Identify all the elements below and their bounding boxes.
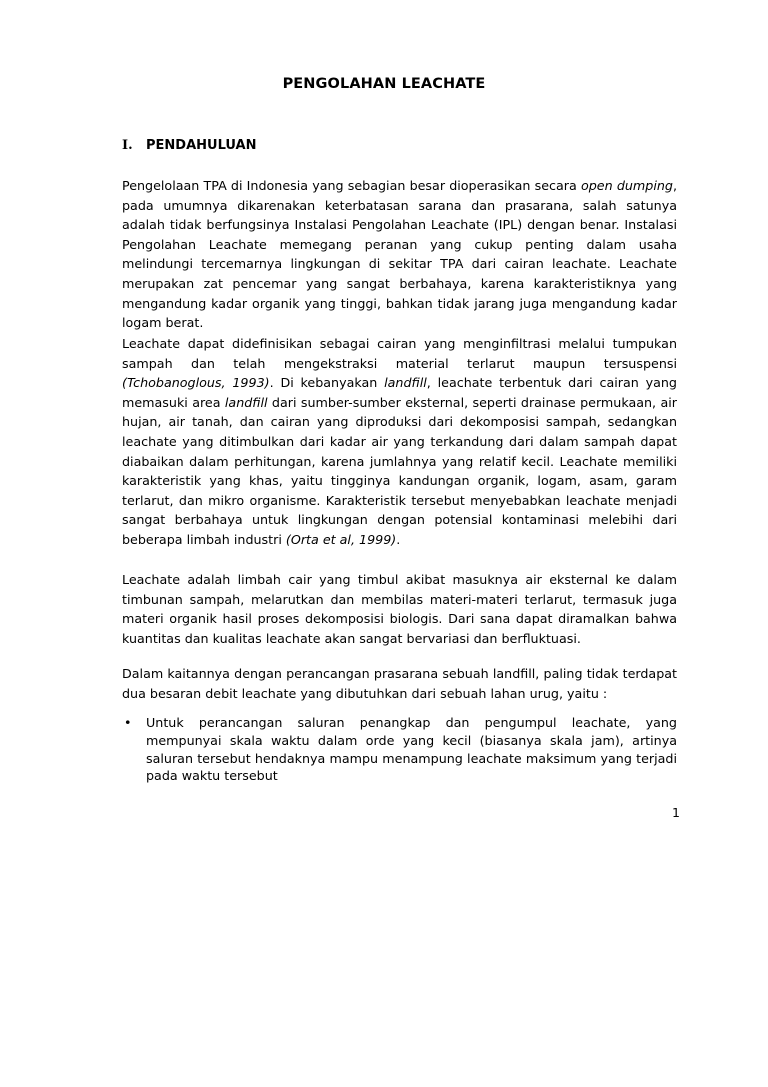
paragraph-4: Dalam kaitannya dengan perancangan prasarana sebuah landfill, paling tidak terdapat dua besaran debit leachate yang dibutuhkan dari sebuah lahan urug, yaitu : — [122, 666, 677, 701]
document-title: PENGOLAHAN LEACHATE — [282, 76, 486, 92]
paragraph-1-part-a: Pengelolaan TPA di Indonesia yang sebagian besar dioperasikan secara — [122, 178, 581, 193]
paragraph-2-part-a: Leachate dapat didefinisikan sebagai cairan yang menginfiltrasi melalui tumpukan sampah dan telah mengekstraksi material terlarut maupun tersuspensi — [122, 336, 677, 371]
paragraph-1 — [122, 176, 677, 333]
page-number: 1 — [672, 805, 680, 820]
paragraph-2-part-e: , leachate terbentuk dari cairan yang memasuki area — [122, 375, 677, 410]
list-item — [122, 714, 677, 785]
section-heading-text: PENDAHULUAN — [146, 138, 257, 153]
paragraph-2-italic-landfill-2: landfill — [224, 394, 268, 410]
section-number: I. — [122, 138, 133, 153]
bullet-list — [122, 714, 677, 785]
paragraph-2-citation-orta: (Orta et al, 1999) — [285, 531, 397, 547]
paragraph-2-citation-tchobanoglous: (Tchobanoglous, 1993) — [122, 375, 270, 391]
paragraph-3: Leachate adalah limbah cair yang timbul akibat masuknya air eksternal ke dalam timbunan sampah, melarutkan dan membilas materi-materi terlarut, termasuk juga materi organik hasil proses dekomposisi biologis. Dari sana dapat diramalkan bahwa kuantitas dan kualitas leachate akan sangat bervariasi dan berfluktuasi. — [122, 572, 677, 646]
paragraph-2-part-i: . — [396, 531, 401, 547]
bullet-marker: • — [124, 715, 132, 730]
bullet-text: Untuk perancangan saluran penangkap dan pengumpul leachate, yang mempunyai skala waktu dalam orde yang kecil (biasanya skala jam), artinya saluran tersebut hendaknya mampu menampung leachate maksimum yang terjadi pada waktu tersebut — [146, 715, 677, 784]
paragraph-2-part-c: . Di kebanyakan — [269, 375, 385, 391]
paragraph-2-part-g: dari sumber-sumber eksternal, seperti drainase permukaan, air hujan, air tanah, dan cairan yang diproduksi dari dekomposisi sampah, sedangkan leachate yang ditimbulkan dari kadar air yang terkandung dari dalam sampah dapat diabaikan dalam perhitungan, karena jumlahnya yang relatif kecil. Leachate memiliki karakteristik yang khas, yaitu tingginya kandungan organik, logam, asam, garam terlarut, dan mikro organisme. Karakteristik tersebut menyebabkan leachate menjadi sangat berbahaya untuk lingkungan dengan potensial kontaminasi melebihi dari beberapa limbah industri — [122, 394, 677, 547]
paragraph-2-italic-landfill-1: landfill — [384, 375, 427, 391]
paragraph-2 — [122, 334, 677, 550]
paragraph-1-part-c: , pada umumnya dikarenakan keterbatasan sarana dan prasarana, salah satunya adalah tidak berfungsinya Instalasi Pengolahan Leachate (IPL) dengan benar. Instalasi Pengolahan Leachate memegang peranan yang cukup penting dalam usaha melindungi tercemarnya lingkungan di sekitar TPA dari cairan leachate. Leachate merupakan zat pencemar yang sangat berbahaya, karena karakteristiknya yang mengandung kadar organik yang tinggi, bahkan tidak jarang juga mengandung kadar logam berat. — [122, 178, 677, 331]
section-heading — [122, 138, 257, 153]
paragraph-1-italic-open-dumping: open dumping — [580, 178, 673, 193]
